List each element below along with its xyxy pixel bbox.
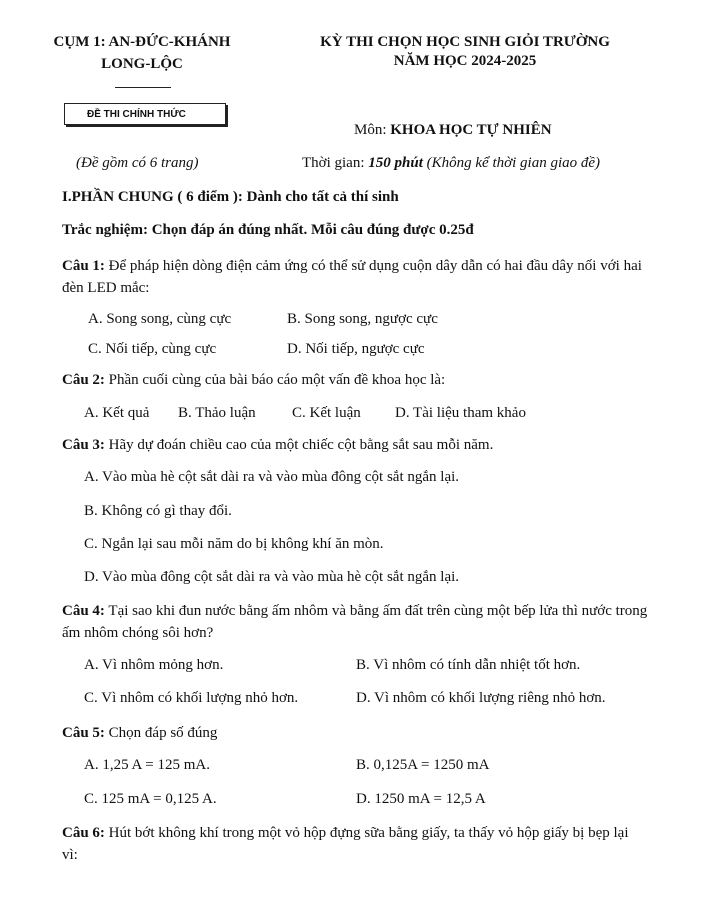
option-2b: B. Thảo luận (178, 405, 256, 421)
option-2a: A. Kết quả (84, 405, 150, 421)
question-2 (62, 369, 648, 391)
question-label: Câu 3: (62, 437, 105, 453)
option-4c: C. Vì nhôm có khối lượng nhỏ hơn. (84, 690, 299, 706)
question-1 (62, 255, 648, 299)
question-label: Câu 6: (62, 825, 105, 841)
school-year: NĂM HỌC 2024-2025 (393, 53, 537, 69)
time-line (302, 155, 600, 172)
question-label: Câu 2: (62, 372, 105, 388)
school-cluster-line1: CỤM 1: AN-ĐỨC-KHÁNH (53, 34, 231, 50)
question-text: Tại sao khi đun nước bằng ấm nhôm và bằng ấm đất trên cùng một bếp lửa thì nước trong ấm nhôm chóng sôi hơn? (62, 603, 648, 641)
time-prefix: Thời gian: (302, 155, 369, 171)
option-1d: D. Nối tiếp, ngược cực (287, 341, 425, 357)
question-4 (62, 600, 648, 644)
subject-prefix: Môn: (354, 122, 391, 138)
option-3c: C. Ngắn lại sau mỗi năm do bị không khí ăn mòn. (84, 536, 384, 552)
question-text: Chọn đáp số đúng (104, 725, 218, 741)
option-4a: A. Vì nhôm mỏng hơn. (84, 657, 224, 673)
subject-line (354, 122, 552, 139)
option-4b: B. Vì nhôm có tính dẫn nhiệt tốt hơn. (356, 657, 581, 673)
option-1a: A. Song song, cùng cực (88, 311, 232, 327)
option-2d: D. Tài liệu tham khảo (395, 405, 526, 421)
question-text: Hãy dự đoán chiều cao của một chiếc cột bằng sắt sau mỗi năm. (104, 437, 494, 453)
option-1b: B. Song song, ngược cực (287, 311, 438, 327)
time-value: 150 phút (368, 155, 423, 171)
question-label: Câu 1: (62, 258, 105, 274)
official-exam-badge: ĐỀ THI CHÍNH THỨC (64, 103, 226, 125)
option-1c: C. Nối tiếp, cùng cực (88, 341, 217, 357)
option-3a: A. Vào mùa hè cột sắt dài ra và vào mùa đông cột sắt ngắn lại. (84, 469, 460, 485)
option-5b: B. 0,125A = 1250 mA (356, 757, 490, 773)
question-5 (62, 722, 648, 744)
option-2c: C. Kết luận (292, 405, 361, 421)
header-divider (115, 87, 171, 88)
option-5d: D. 1250 mA = 12,5 A (356, 791, 486, 807)
option-5c: C. 125 mA = 0,125 A. (84, 791, 217, 807)
question-6 (62, 822, 648, 866)
question-label: Câu 5: (62, 725, 105, 741)
question-text: Hút bớt không khí trong một vỏ hộp đựng sữa bằng giấy, ta thấy vỏ hộp giấy bị bẹp lại vì: (62, 825, 629, 863)
question-3 (62, 434, 648, 456)
subject-name: KHOA HỌC TỰ NHIÊN (390, 122, 552, 138)
option-5a: A. 1,25 A = 125 mA. (84, 757, 210, 773)
question-text: Phần cuối cùng của bài báo cáo một vấn đề khoa học là: (104, 372, 446, 388)
question-label: Câu 4: (62, 603, 105, 619)
pages-note: (Đề gồm có 6 trang) (76, 155, 199, 171)
option-3b: B. Không có gì thay đổi. (84, 503, 232, 519)
school-cluster-line2: LONG-LỘC (101, 56, 183, 72)
exam-title: KỲ THI CHỌN HỌC SINH GIỎI TRƯỜNG (320, 34, 610, 50)
option-3d: D. Vào mùa đông cột sắt dài ra và vào mùa hè cột sắt ngắn lại. (84, 569, 460, 585)
section-title: I.PHẦN CHUNG ( 6 điểm ): Dành cho tất cả thí sinh (62, 189, 399, 205)
time-note: (Không kể thời gian giao đề) (422, 155, 601, 171)
section-instruction: Trắc nghiệm: Chọn đáp án đúng nhất. Mỗi câu đúng được 0.25đ (62, 222, 474, 238)
option-4d: D. Vì nhôm có khối lượng riêng nhỏ hơn. (356, 690, 606, 706)
question-text: Để pháp hiện dòng điện cảm ứng có thể sử dụng cuộn dây dẫn có hai đầu dây nối với hai đèn LED mắc: (62, 258, 642, 296)
